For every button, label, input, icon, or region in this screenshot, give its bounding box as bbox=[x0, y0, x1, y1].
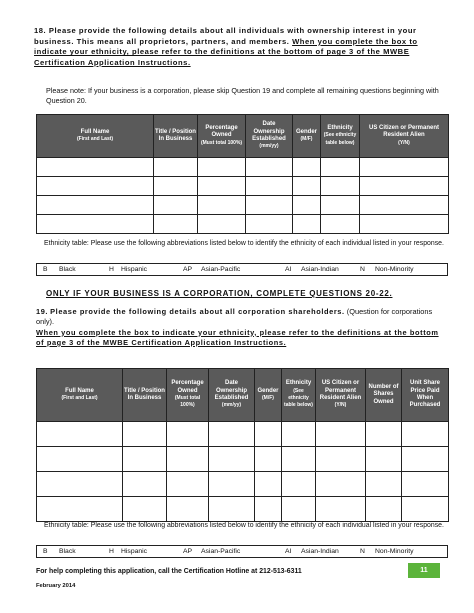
input-cell[interactable] bbox=[198, 177, 246, 196]
input-cell[interactable] bbox=[37, 447, 123, 472]
input-cell[interactable] bbox=[293, 215, 321, 234]
input-cell[interactable] bbox=[246, 177, 293, 196]
column-header-sub: (Y/N) bbox=[398, 139, 410, 146]
input-cell[interactable] bbox=[366, 472, 402, 497]
input-cell[interactable] bbox=[167, 472, 209, 497]
column-header-label: Gender bbox=[295, 128, 317, 135]
input-cell[interactable] bbox=[282, 422, 316, 447]
input-cell[interactable] bbox=[360, 196, 449, 215]
column-header-label: Unit Share Price Paid When Purchased bbox=[409, 380, 441, 409]
corporation-heading: ONLY IF YOUR BUSINESS IS A CORPORATION, COMPLETE QUESTIONS 20-22. bbox=[46, 289, 393, 298]
input-cell[interactable] bbox=[123, 497, 167, 522]
column-header-label: Full Name bbox=[80, 128, 110, 135]
ethnicity-legend bbox=[36, 263, 448, 276]
input-cell[interactable] bbox=[255, 422, 282, 447]
eth-code-h: H bbox=[109, 548, 114, 555]
column-header-label: Gender bbox=[257, 387, 279, 394]
input-cell[interactable] bbox=[360, 158, 449, 177]
input-cell[interactable] bbox=[366, 447, 402, 472]
input-cell[interactable] bbox=[293, 177, 321, 196]
input-cell[interactable] bbox=[154, 196, 198, 215]
input-cell[interactable] bbox=[198, 215, 246, 234]
input-cell[interactable] bbox=[123, 472, 167, 497]
eth-code-ap: AP bbox=[183, 266, 193, 273]
column-header bbox=[37, 115, 154, 158]
input-cell[interactable] bbox=[366, 497, 402, 522]
input-cell[interactable] bbox=[321, 196, 360, 215]
q19-suffix: (Question for corporations only). bbox=[36, 307, 433, 327]
question-19 bbox=[36, 307, 446, 348]
column-header-label: Ethnicity bbox=[327, 125, 353, 132]
eth-code-ai: AI bbox=[285, 548, 292, 555]
input-cell[interactable] bbox=[316, 472, 366, 497]
column-header-label: Percentage Owned bbox=[205, 125, 238, 139]
footer-help: For help completing this application, call the Certification Hotline at 212-513-6311 bbox=[36, 568, 302, 575]
input-cell[interactable] bbox=[123, 422, 167, 447]
shareholder-table bbox=[36, 368, 449, 522]
column-header bbox=[123, 369, 167, 422]
input-cell[interactable] bbox=[123, 447, 167, 472]
q18-instruction: When you complete the box to indicate your ethnicity, please refer to the definitions at the bottom of page 3 of the MWBE Certification Application Instructions. bbox=[34, 36, 418, 67]
table-row bbox=[37, 158, 449, 177]
column-header-label: Number of Shares Owned bbox=[368, 384, 399, 405]
question-18 bbox=[34, 26, 444, 68]
column-header bbox=[154, 115, 198, 158]
input-cell[interactable] bbox=[402, 472, 449, 497]
input-cell[interactable] bbox=[282, 447, 316, 472]
column-header-label: Percentage Owned bbox=[171, 380, 204, 394]
table-header-row bbox=[37, 115, 449, 158]
eth-label-ap: Asian-Pacific bbox=[201, 266, 241, 273]
input-cell[interactable] bbox=[167, 422, 209, 447]
q18-text: Please provide the following details about all individuals with ownership interest in your business. This means all proprietors, partners, and members. bbox=[34, 26, 417, 46]
column-header bbox=[366, 369, 402, 422]
input-cell[interactable] bbox=[154, 158, 198, 177]
input-cell[interactable] bbox=[282, 497, 316, 522]
table-row bbox=[37, 497, 449, 522]
column-header-sub: (mm/yy) bbox=[221, 402, 242, 409]
eth-label-h: Hispanic bbox=[121, 548, 148, 555]
input-cell[interactable] bbox=[402, 447, 449, 472]
column-header bbox=[360, 115, 449, 158]
eth-label-ap: Asian-Pacific bbox=[201, 548, 241, 555]
input-cell[interactable] bbox=[316, 447, 366, 472]
eth-label-n: Non-Minority bbox=[375, 266, 414, 273]
input-cell[interactable] bbox=[316, 422, 366, 447]
table-row bbox=[37, 177, 449, 196]
input-cell[interactable] bbox=[255, 447, 282, 472]
eth-label-b: Black bbox=[59, 548, 76, 555]
eth-code-b: B bbox=[43, 266, 48, 273]
input-cell[interactable] bbox=[167, 447, 209, 472]
input-cell[interactable] bbox=[282, 472, 316, 497]
column-header-label: Date Ownership Established bbox=[214, 380, 249, 401]
input-cell[interactable] bbox=[360, 215, 449, 234]
column-header-sub: (First and Last) bbox=[61, 395, 98, 401]
eth-code-ai: AI bbox=[285, 266, 292, 273]
column-header bbox=[209, 369, 255, 422]
input-cell[interactable] bbox=[37, 422, 123, 447]
column-header-label: Full Name bbox=[65, 387, 94, 394]
input-cell[interactable] bbox=[360, 177, 449, 196]
table-header-row bbox=[37, 369, 449, 422]
column-header-sub: (See ethnicity table below) bbox=[284, 387, 313, 409]
column-header bbox=[198, 115, 246, 158]
input-cell[interactable] bbox=[198, 158, 246, 177]
input-cell[interactable] bbox=[154, 177, 198, 196]
input-cell[interactable] bbox=[255, 472, 282, 497]
column-header bbox=[167, 369, 209, 422]
eth-code-n: N bbox=[360, 548, 365, 555]
input-cell[interactable] bbox=[366, 422, 402, 447]
column-header bbox=[255, 369, 282, 422]
column-header-label: Date Ownership Established bbox=[252, 121, 286, 142]
table-row bbox=[37, 196, 449, 215]
table-body bbox=[37, 158, 449, 234]
table-row bbox=[37, 447, 449, 472]
column-header-sub: (mm/yy) bbox=[259, 143, 279, 150]
q19-instruction: When you complete the box to indicate your ethnicity, please refer to the definitions at the bottom of page 3 of the MWBE Certification Application Instructions. bbox=[36, 327, 439, 347]
input-cell[interactable] bbox=[37, 158, 154, 177]
column-header-label: Title / Position In Business bbox=[124, 387, 165, 401]
ethnicity-note: Ethnicity table: Please use the following abbreviations listed below to identify the ethnicity of each individual listed in your response. bbox=[44, 240, 444, 247]
column-header bbox=[246, 115, 293, 158]
input-cell[interactable] bbox=[198, 196, 246, 215]
input-cell[interactable] bbox=[246, 196, 293, 215]
table-body bbox=[37, 422, 449, 522]
table-row bbox=[37, 215, 449, 234]
column-header-label: Title / Position In Business bbox=[155, 128, 196, 142]
q19-text: Please provide the following details about all corporation shareholders. bbox=[50, 307, 345, 316]
q18-number: 18. bbox=[34, 26, 47, 35]
column-header-sub: (Y/N) bbox=[334, 402, 347, 409]
input-cell[interactable] bbox=[209, 497, 255, 522]
input-cell[interactable] bbox=[321, 177, 360, 196]
input-cell[interactable] bbox=[37, 497, 123, 522]
column-header bbox=[321, 115, 360, 158]
ethnicity-note-2: Ethnicity table: Please use the following abbreviations listed below to identify the ethnicity of each individual listed in your response. bbox=[44, 522, 444, 529]
eth-code-n: N bbox=[360, 266, 365, 273]
column-header-label: US Citizen or Permanent Resident Alien bbox=[319, 380, 362, 401]
column-header bbox=[293, 115, 321, 158]
column-header bbox=[316, 369, 366, 422]
eth-label-h: Hispanic bbox=[121, 266, 148, 273]
ethnicity-legend-2 bbox=[36, 545, 448, 558]
eth-code-b: B bbox=[43, 548, 48, 555]
input-cell[interactable] bbox=[293, 196, 321, 215]
column-header-sub: (M/F) bbox=[262, 395, 274, 401]
input-cell[interactable] bbox=[246, 158, 293, 177]
column-header-label: Ethnicity bbox=[285, 380, 312, 387]
input-cell[interactable] bbox=[209, 447, 255, 472]
column-header bbox=[282, 369, 316, 422]
eth-label-ai: Asian-Indian bbox=[301, 548, 339, 555]
ownership-table bbox=[36, 114, 449, 234]
table-row bbox=[37, 472, 449, 497]
eth-label-b: Black bbox=[59, 266, 76, 273]
table-row bbox=[37, 422, 449, 447]
input-cell[interactable] bbox=[209, 472, 255, 497]
column-header-sub: (M/F) bbox=[300, 136, 313, 142]
input-cell[interactable] bbox=[255, 497, 282, 522]
input-cell[interactable] bbox=[293, 158, 321, 177]
eth-code-h: H bbox=[109, 266, 114, 273]
column-header-sub: (First and Last) bbox=[76, 136, 114, 142]
column-header-label: US Citizen or Permanent Resident Alien bbox=[368, 125, 439, 139]
input-cell[interactable] bbox=[402, 497, 449, 522]
column-header bbox=[37, 369, 123, 422]
page-number: 11 bbox=[408, 563, 440, 578]
column-header-sub: (Must total 100%) bbox=[174, 395, 201, 409]
corporation-note: Please note: If your business is a corporation, please skip Question 19 and complete all remaining questions beginning with Question 20. bbox=[46, 86, 439, 106]
input-cell[interactable] bbox=[321, 215, 360, 234]
input-cell[interactable] bbox=[209, 422, 255, 447]
input-cell[interactable] bbox=[321, 158, 360, 177]
footer-date: February 2014 bbox=[36, 583, 76, 589]
input-cell[interactable] bbox=[37, 177, 154, 196]
input-cell[interactable] bbox=[37, 472, 123, 497]
eth-label-ai: Asian-Indian bbox=[301, 266, 339, 273]
column-header-sub: (Must total 100%) bbox=[200, 139, 243, 146]
column-header-sub: (See ethnicity table below) bbox=[323, 132, 357, 146]
eth-code-ap: AP bbox=[183, 548, 193, 555]
input-cell[interactable] bbox=[154, 215, 198, 234]
eth-label-n: Non-Minority bbox=[375, 548, 414, 555]
input-cell[interactable] bbox=[167, 497, 209, 522]
input-cell[interactable] bbox=[246, 215, 293, 234]
input-cell[interactable] bbox=[37, 215, 154, 234]
input-cell[interactable] bbox=[37, 196, 154, 215]
q19-number: 19. bbox=[36, 307, 49, 316]
column-header bbox=[402, 369, 449, 422]
input-cell[interactable] bbox=[402, 422, 449, 447]
input-cell[interactable] bbox=[316, 497, 366, 522]
